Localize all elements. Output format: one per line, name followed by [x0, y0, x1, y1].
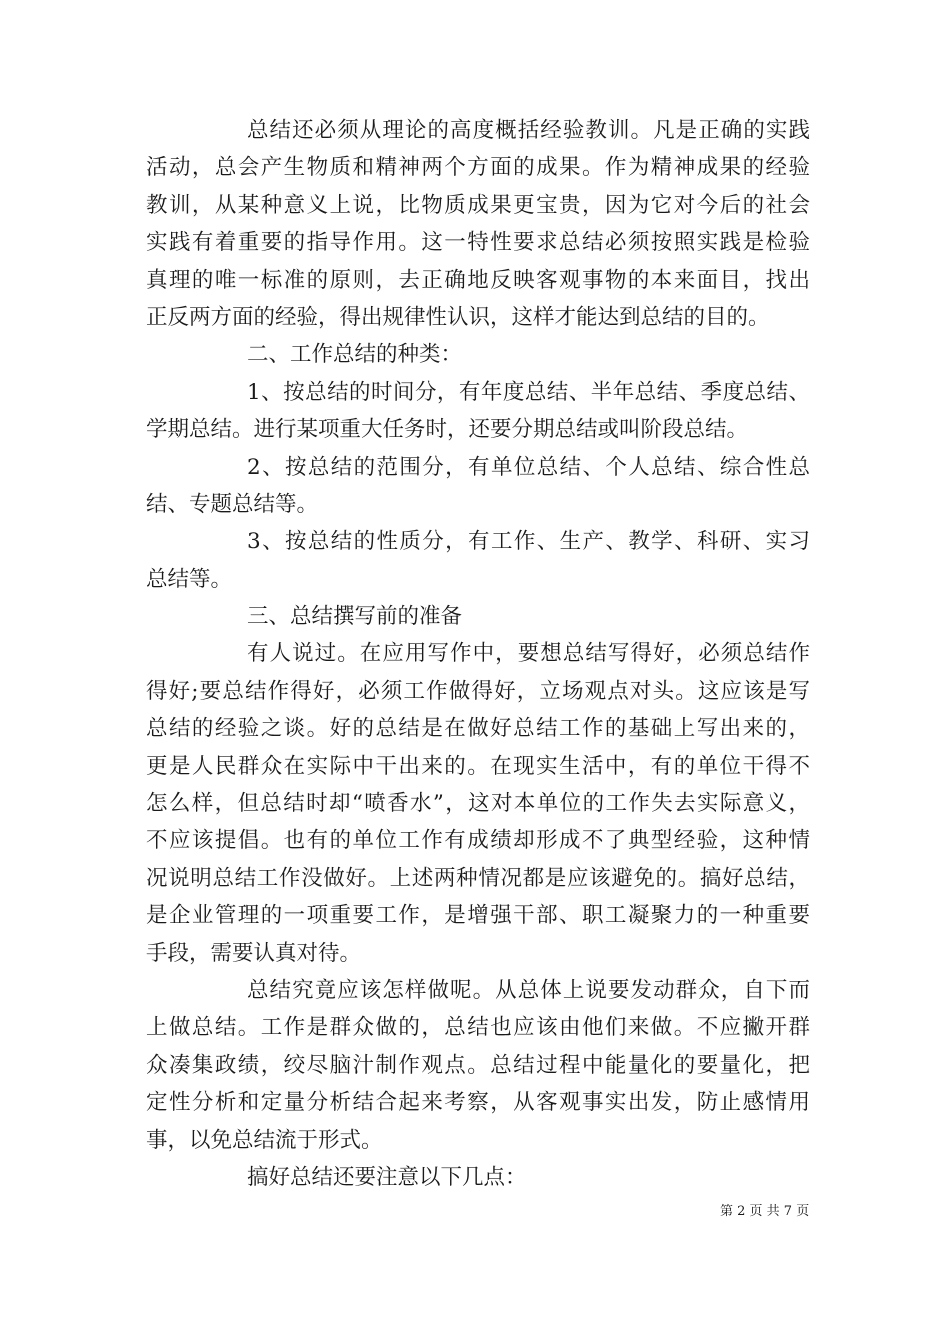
text-line: 得好;要总结作得好，必须工作做得好，立场观点对头。这应该是写: [146, 678, 810, 704]
page-number-footer: 第 2 页 共 7 页: [720, 1204, 810, 1219]
text-line: 上做总结。工作是群众做的，总结也应该由他们来做。不应撇开群: [146, 1015, 810, 1041]
text-line: 总结等。: [146, 566, 233, 592]
text-line: 事，以免总结流于形式。: [146, 1127, 383, 1153]
text-line: 搞好总结还要注意以下几点：: [247, 1164, 527, 1190]
text-line: 3、按总结的性质分，有工作、生产、教学、科研、实习: [247, 529, 810, 555]
text-line: 总结究竟应该怎样做呢。从总体上说要发动群众，自下而: [247, 977, 810, 1003]
text-line: 不应该提倡。也有的单位工作有成绩却形成不了典型经验，这种情: [146, 828, 810, 854]
text-line: 正反两方面的经验，得出规律性认识，这样才能达到总结的目的。: [146, 304, 770, 330]
document-body: [146, 112, 810, 1196]
text-line: 更是人民群众在实际中干出来的。在现实生活中，有的单位干得不: [146, 753, 810, 779]
text-line: 活动，总会产生物质和精神两个方面的成果。作为精神成果的经验: [146, 155, 810, 181]
text-line: 结、专题总结等。: [146, 491, 319, 517]
text-line: 真理的唯一标准的原则，去正确地反映客观事物的本来面目，找出: [146, 267, 810, 293]
text-line: 众凑集政绩，绞尽脑汁制作观点。总结过程中能量化的要量化，把: [146, 1052, 810, 1078]
text-line: 实践有着重要的指导作用。这一特性要求总结必须按照实践是检验: [146, 230, 810, 256]
text-line: 学期总结。进行某项重大任务时，还要分期总结或叫阶段总结。: [146, 417, 749, 443]
text-line: 是企业管理的一项重要工作，是增强干部、职工凝聚力的一种重要: [146, 903, 810, 929]
text-line: 总结还必须从理论的高度概括经验教训。凡是正确的实践: [247, 118, 810, 143]
text-line: 三、总结撰写前的准备: [247, 604, 463, 630]
text-line: 2、按总结的范围分，有单位总结、个人总结、综合性总: [247, 454, 810, 480]
text-line: 教训，从某种意义上说，比物质成果更宝贵，因为它对今后的社会: [146, 192, 810, 218]
text-line: 况说明总结工作没做好。上述两种情况都是应该避免的。搞好总结，: [146, 865, 810, 891]
text-line: 怎么样，但总结时却“喷香水”，这对本单位的工作失去实际意义，: [146, 791, 810, 817]
text-line: 有人说过。在应用写作中，要想总结写得好，必须总结作: [247, 641, 810, 667]
text-line: 二、工作总结的种类：: [247, 342, 463, 368]
text-line: 总结的经验之谈。好的总结是在做好总结工作的基础上写出来的，: [146, 716, 810, 742]
text-line: 1、按总结的时间分，有年度总结、半年总结、季度总结、: [247, 379, 810, 405]
text-line: 定性分析和定量分析结合起来考察，从客观事实出发，防止感情用: [146, 1090, 810, 1116]
text-line: 手段，需要认真对待。: [146, 940, 362, 966]
